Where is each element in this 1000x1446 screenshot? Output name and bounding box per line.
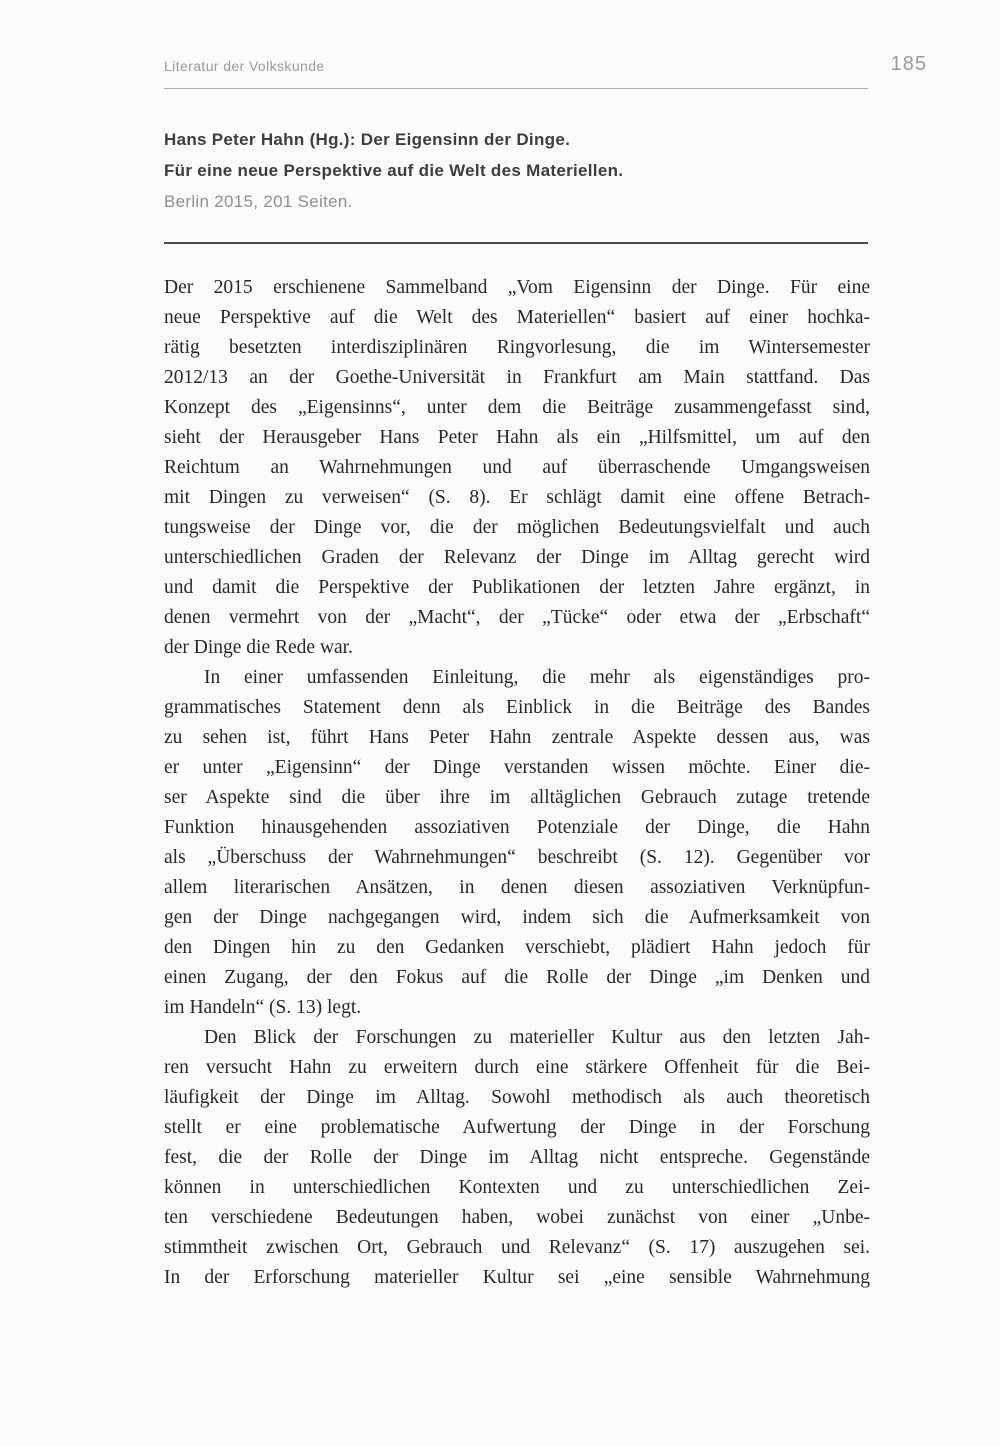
- body-line: stellt er eine problematische Aufwertung der Dinge in der Forschung: [164, 1117, 870, 1138]
- body-line: zu sehen ist, führt Hans Peter Hahn zentrale Aspekte dessen aus, was: [164, 727, 870, 748]
- header-rule: [164, 88, 868, 89]
- body-line: Den Blick der Forschungen zu materieller Kultur aus den letzten Jah-: [204, 1027, 870, 1048]
- body-line: Funktion hinausgehenden assoziativen Potenziale der Dinge, die Hahn: [164, 817, 870, 838]
- citation-line-1: Hans Peter Hahn (Hg.): Der Eigensinn der Dinge.: [164, 130, 571, 149]
- paragraph: [164, 1023, 870, 1293]
- body-line: In der Erforschung materieller Kultur sei „eine sensible Wahrnehmung: [164, 1267, 870, 1288]
- body-line: fest, die der Rolle der Dinge im Alltag nicht entspreche. Gegenstände: [164, 1147, 870, 1168]
- body-line: ren versucht Hahn zu erweitern durch eine stärkere Offenheit für die Bei-: [164, 1057, 870, 1078]
- body-line: stimmtheit zwischen Ort, Gebrauch und Relevanz“ (S. 17) auszugehen sei.: [164, 1237, 870, 1258]
- body-line: der Dinge die Rede war.: [164, 637, 353, 658]
- paragraph: [164, 273, 870, 663]
- body-line: tungsweise der Dinge vor, die der möglichen Bedeutungsvielfalt und auch: [164, 517, 870, 538]
- page-number: 185: [890, 53, 927, 75]
- body-line: läufigkeit der Dinge im Alltag. Sowohl methodisch als auch theoretisch: [164, 1087, 870, 1108]
- paragraph: [164, 663, 870, 1023]
- body-line: er unter „Eigensinn“ der Dinge verstanden wissen möchte. Einer die-: [164, 757, 870, 778]
- body-line: mit Dingen zu verweisen“ (S. 8). Er schlägt damit eine offene Betrach-: [164, 487, 870, 508]
- body-line: können in unterschiedlichen Kontexten und zu unterschiedlichen Zei-: [164, 1177, 870, 1198]
- citation-line-3: Berlin 2015, 201 Seiten.: [164, 192, 353, 211]
- body-line: sieht der Herausgeber Hans Peter Hahn als ein „Hilfsmittel, um auf den: [164, 427, 870, 448]
- body-line: Reichtum an Wahrnehmungen und auf überraschende Umgangsweisen: [164, 457, 870, 478]
- body-text: [164, 273, 870, 1293]
- body-line: denen vermehrt von der „Macht“, der „Tücke“ oder etwa der „Erbschaft“: [164, 607, 870, 628]
- body-line: rätig besetzten interdisziplinären Ringvorlesung, die im Wintersemester: [164, 337, 870, 358]
- body-line: gen der Dinge nachgegangen wird, indem sich die Aufmerksamkeit von: [164, 907, 870, 928]
- review-citation: [164, 124, 904, 217]
- body-line: im Handeln“ (S. 13) legt.: [164, 997, 362, 1018]
- body-line: allem literarischen Ansätzen, in denen diesen assoziativen Verknüpfun-: [164, 877, 870, 898]
- body-line: und damit die Perspektive der Publikationen der letzten Jahre ergänzt, in: [164, 577, 870, 598]
- body-line: den Dingen hin zu den Gedanken verschiebt, plädiert Hahn jedoch für: [164, 937, 870, 958]
- body-line: einen Zugang, der den Fokus auf die Rolle der Dinge „im Denken und: [164, 967, 870, 988]
- body-line: als „Überschuss der Wahrnehmungen“ beschreibt (S. 12). Gegenüber vor: [164, 847, 870, 868]
- body-line: Der 2015 erschienene Sammelband „Vom Eigensinn der Dinge. Für eine: [164, 277, 870, 298]
- body-line: unterschiedlichen Graden der Relevanz der Dinge im Alltag gerecht wird: [164, 547, 870, 568]
- body-line: ser Aspekte sind die über ihre im alltäglichen Gebrauch zutage tretende: [164, 787, 870, 808]
- body-line: neue Perspektive auf die Welt des Materiellen“ basiert auf einer hochka-: [164, 307, 870, 328]
- body-line: In einer umfassenden Einleitung, die mehr als eigenständiges pro-: [204, 667, 870, 688]
- body-line: grammatisches Statement denn als Einblick in die Beiträge des Bandes: [164, 697, 870, 718]
- citation-line-2: Für eine neue Perspektive auf die Welt des Materiellen.: [164, 161, 624, 180]
- running-header: Literatur der Volkskunde: [164, 58, 325, 74]
- body-line: ten verschiedene Bedeutungen haben, wobei zunächst von einer „Unbe-: [164, 1207, 870, 1228]
- body-line: Konzept des „Eigensinns“, unter dem die Beiträge zusammengefasst sind,: [164, 397, 870, 418]
- citation-rule: [164, 242, 868, 244]
- body-line: 2012/13 an der Goethe-Universität in Frankfurt am Main stattfand. Das: [164, 367, 870, 388]
